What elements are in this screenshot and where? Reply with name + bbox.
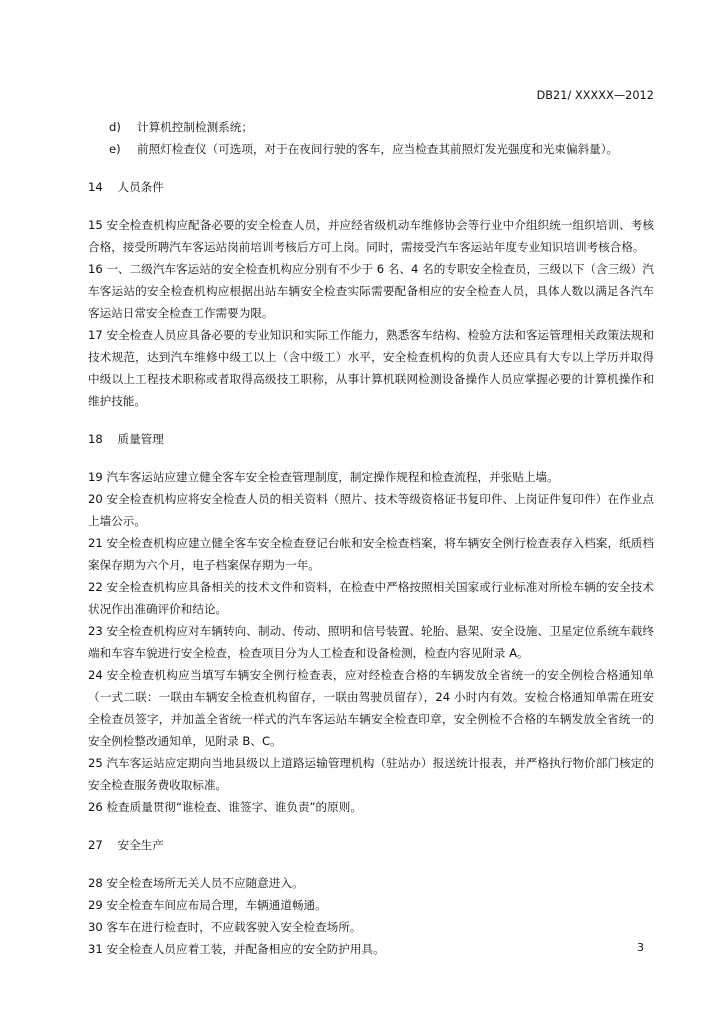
clause-16: 16 一、二级汽车客运站的安全检查机构应分别有不少于 6 名、4 名的专职安全检查员，三级以下（含三级）汽车客运站的安全检查机构应根据出站车辆安全检查实际需要配备相应的安全检查人员，具体人数以满足各汽车客运站日常安全检查工作需要为限。 [88, 262, 654, 320]
list-marker: d) [109, 120, 121, 134]
clause-20: 20 安全检查机构应将安全检查人员的相关资料（照片、技术等级资格证书复印件、上岗证件复印件）在作业点上墙公示。 [88, 492, 654, 528]
list-marker: e) [109, 142, 121, 156]
clause-24: 24 安全检查机构应当填写车辆安全例行检查表，应对经检查合格的车辆发放全省统一的安全例检合格通知单（一式二联：一联由车辆安全检查机构留存，一联由驾驶员留存），24 小时内有效。安检合格通知单需在班安全检查员签字，并加盖全省统一样式的汽车客运站车辆安全检查印章，安全例检不合格的车辆发放全省统一的安全例检整改通知单，见附录 B、C。 [88, 668, 654, 748]
clause-15: 15 安全检查机构应配备必要的安全检查人员，并应经省级机动车维修协会等行业中介组织统一组织培训、考核合格，接受所聘汽车客运站岗前培训考核后方可上岗。同时，需接受汽车客运站年度专业知识培训考核合格。 [88, 218, 654, 254]
clause-21: 21 安全检查机构应建立健全客车安全检查登记台帐和安全检查档案，将车辆安全例行检查表存入档案，纸质档案保存期为六个月，电子档案保存期为一年。 [88, 536, 654, 572]
clause-26: 26 检查质量贯彻“谁检查、谁签字、谁负责”的原则。 [88, 800, 362, 814]
page-number: 3 [637, 941, 644, 954]
clause-29: 29 安全检查车间应布局合理，车辆通道畅通。 [88, 898, 327, 912]
clause-28: 28 安全检查场所无关人员不应随意进入。 [88, 876, 304, 890]
document-code: DB21/ XXXXX—2012 [536, 89, 654, 102]
clause-19: 19 汽车客运站应建立健全客车安全检查管理制度，制定操作规程和检查流程，并张贴上墙。 [88, 470, 559, 484]
clause-23: 23 安全检查机构应对车辆转向、制动、传动、照明和信号装置、轮胎、悬架、安全设施、卫星定位系统车载终端和车容车貌进行安全检查，检查项目分为人工检查和设备检测，检查内容见附录 A。 [88, 624, 654, 660]
clause-22: 22 安全检查机构应具备相关的技术文件和资料，在检查中严格按照相关国家或行业标准对所检车辆的安全技术状况作出准确评价和结论。 [88, 580, 654, 616]
section-heading-27: 27 安全生产 [88, 838, 164, 852]
section-heading-14: 14 人员条件 [88, 180, 164, 194]
clause-17: 17 安全检查人员应具备必要的专业知识和实际工作能力，熟悉客车结构、检验方法和客运管理相关政策法规和技术规范，达到汽车维修中级工以上（含中级工）水平，安全检查机构的负责人还应具有大专以上学历并取得中级以上工程技术职称或者取得高级技工职称，从事计算机联网检测设备操作人员应掌握必要的计算机操作和维护技能。 [88, 328, 654, 408]
document-body [88, 116, 654, 960]
clause-31: 31 安全检查人员应着工装，并配备相应的安全防护用具。 [88, 942, 385, 956]
list-item-text: 前照灯检查仪（可选项，对于在夜间行驶的客车，应当检查其前照灯发光强度和光束偏斜量）。 [137, 142, 619, 156]
list-item [88, 116, 654, 138]
section-heading-18: 18 质量管理 [88, 432, 164, 446]
clause-30: 30 客车在进行检查时，不应载客驶入安全检查场所。 [88, 920, 362, 934]
clause-25: 25 汽车客运站应定期向当地县级以上道路运输管理机构（驻站办）报送统计报表，并严格执行物价部门核定的安全检查服务费收取标准。 [88, 756, 654, 792]
list-item [88, 138, 654, 160]
list-item-text: 计算机控制检测系统； [137, 120, 253, 134]
